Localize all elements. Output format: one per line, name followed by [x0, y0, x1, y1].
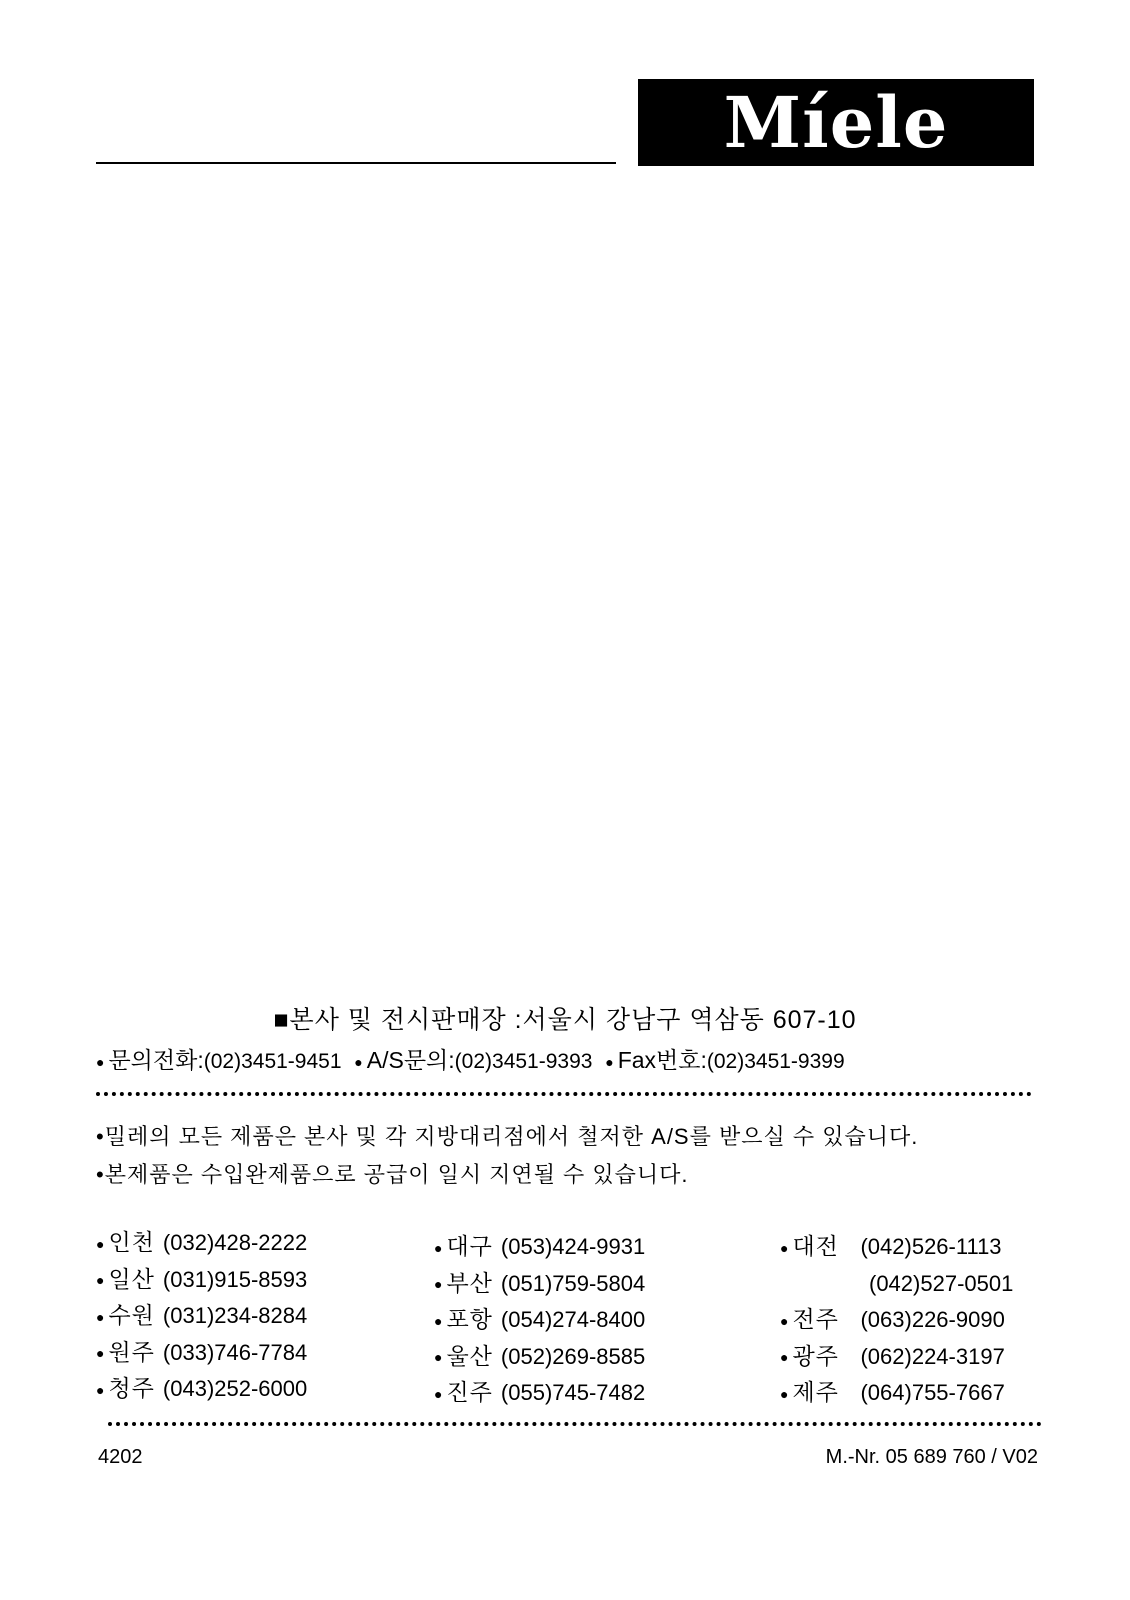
notice-as-service: •밀레의 모든 제품은 본사 및 각 지방대리점에서 철저한 A/S를 받으실 수 있습니다.	[96, 1124, 919, 1149]
footer-code: 4202	[98, 1446, 143, 1468]
office-entry	[780, 1374, 1013, 1411]
office-phone: (063)226-9090	[860, 1307, 1005, 1332]
office-city: 진주	[446, 1379, 493, 1405]
office-city: 부산	[446, 1269, 493, 1296]
bullet-icon: ●	[354, 1053, 363, 1070]
as-number: (02)3451-9393	[454, 1050, 593, 1073]
office-city: 수원	[108, 1302, 155, 1328]
fax-label: Fax번호:	[617, 1047, 707, 1073]
bullet-icon: ●	[605, 1053, 614, 1070]
office-phone: (043)252-6000	[162, 1376, 308, 1401]
inquiry-number: (02)3451-9451	[203, 1050, 342, 1073]
office-entry	[434, 1338, 645, 1375]
office-entry	[434, 1301, 645, 1338]
office-entry	[434, 1228, 645, 1265]
as-label: A/S문의:	[366, 1047, 455, 1073]
bullet-icon: ●	[96, 1381, 105, 1398]
office-phone: (033)746-7784	[162, 1339, 308, 1365]
office-entry	[780, 1338, 1013, 1375]
office-city: 제주	[792, 1379, 839, 1405]
office-phone: (031)234-8284	[162, 1303, 308, 1328]
header-rule	[96, 162, 616, 164]
office-city: 대전	[792, 1233, 839, 1259]
office-entry	[96, 1224, 307, 1261]
bullet-icon: ●	[96, 1345, 105, 1362]
office-phone: (031)915-8593	[162, 1266, 308, 1292]
office-phone: (051)759-5804	[500, 1270, 646, 1296]
office-entry	[434, 1374, 645, 1411]
office-entry	[780, 1228, 1013, 1265]
material-number: M.-Nr. 05 689 760 / V02	[825, 1446, 1038, 1468]
office-city: 인천	[108, 1229, 155, 1255]
bullet-icon: ●	[434, 1276, 443, 1293]
office-phone: (054)274-8400	[500, 1307, 646, 1332]
bullet-icon: ●	[780, 1385, 789, 1402]
office-phone: (055)745-7482	[500, 1380, 646, 1405]
bullet-icon: ●	[780, 1349, 789, 1366]
bullet-icon: ●	[780, 1239, 789, 1256]
inquiry-label: 문의전화:	[108, 1047, 204, 1073]
headquarters-address: ■본사 및 전시판매장 :서울시 강남구 역삼동 607-10	[273, 1006, 857, 1034]
fax-number: (02)3451-9399	[706, 1050, 845, 1073]
notice-supply-delay: •본제품은 수입완제품으로 공급이 일시 지연될 수 있습니다.	[96, 1162, 689, 1187]
contact-line	[96, 1042, 845, 1075]
bullet-icon: ●	[96, 1235, 105, 1252]
dotted-divider	[96, 1092, 1032, 1096]
office-city: 전주	[792, 1306, 839, 1332]
bullet-icon: ●	[780, 1312, 789, 1329]
office-column-3	[780, 1228, 1013, 1411]
office-city: 광주	[792, 1342, 839, 1369]
office-entry	[96, 1370, 307, 1407]
office-city: 울산	[446, 1342, 493, 1369]
dotted-divider	[108, 1422, 1042, 1426]
office-entry-additional-phone	[780, 1265, 1013, 1302]
office-entry	[96, 1261, 307, 1298]
bullet-icon: ●	[434, 1349, 443, 1366]
bullet-icon: ●	[434, 1239, 443, 1256]
office-phone: (062)224-3197	[860, 1343, 1005, 1369]
office-city: 대구	[446, 1233, 493, 1259]
office-phone: (053)424-9931	[500, 1234, 646, 1259]
office-city: 일산	[108, 1265, 155, 1292]
bullet-icon: ●	[96, 1308, 105, 1325]
office-phone: (042)527-0501	[869, 1270, 1014, 1296]
office-phone: (052)269-8585	[500, 1343, 646, 1369]
office-entry	[96, 1297, 307, 1334]
office-phone: (032)428-2222	[162, 1230, 308, 1255]
office-city: 포항	[446, 1306, 493, 1332]
office-city: 청주	[108, 1375, 155, 1401]
office-column-1	[96, 1224, 307, 1407]
office-phone: (042)526-1113	[860, 1234, 1002, 1259]
bullet-icon: ●	[434, 1385, 443, 1402]
office-entry	[96, 1334, 307, 1371]
miele-logo: Míele	[638, 79, 1034, 166]
office-entry	[434, 1265, 645, 1302]
office-city: 원주	[108, 1338, 155, 1365]
bullet-icon: ●	[434, 1312, 443, 1329]
office-entry	[780, 1301, 1013, 1338]
bullet-icon: ●	[96, 1272, 105, 1289]
office-column-2	[434, 1228, 645, 1411]
bullet-icon: ●	[96, 1053, 105, 1070]
office-phone: (064)755-7667	[860, 1380, 1005, 1405]
